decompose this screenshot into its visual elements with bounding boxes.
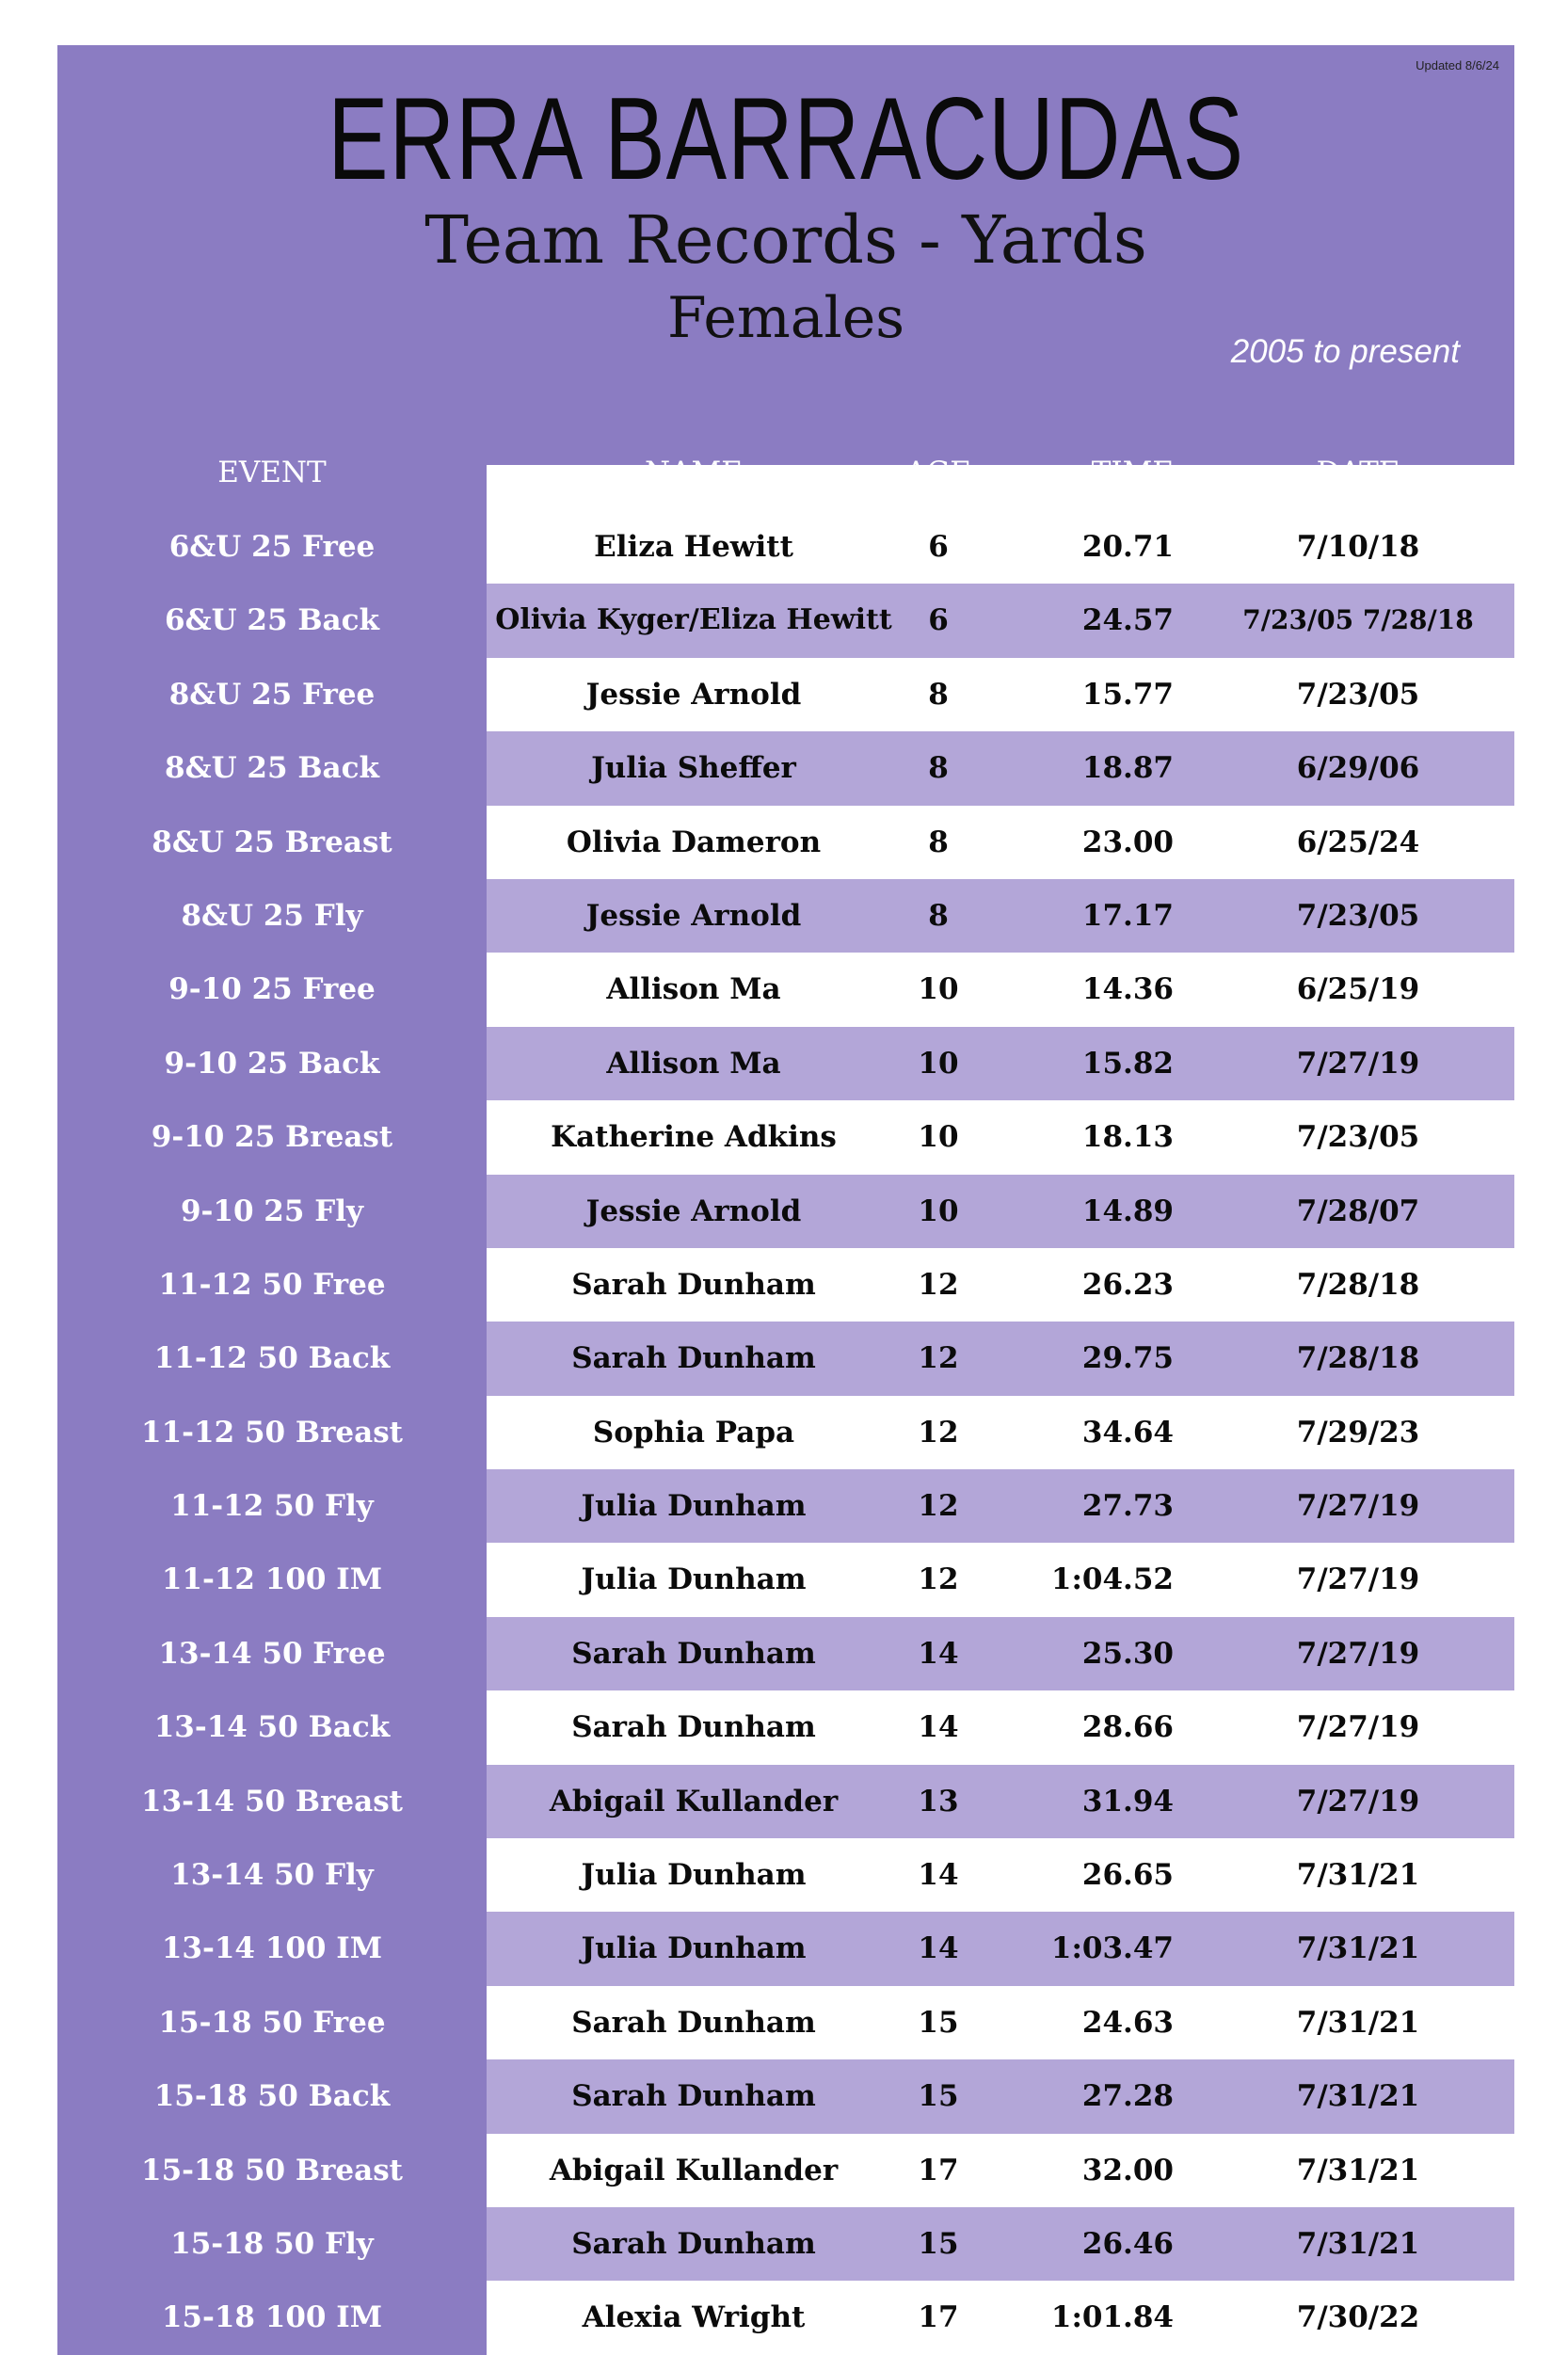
page-subtitle: Team Records - Yards	[424, 201, 1147, 279]
name-cell: Abigail Kullander	[549, 2153, 839, 2187]
name-cell: Eliza Hewitt	[594, 530, 793, 564]
table-row	[57, 658, 1514, 731]
name-cell: Jessie Arnold	[585, 677, 802, 712]
header-date: DATE	[1316, 456, 1400, 489]
date-range-note: 2005 to present	[1230, 333, 1460, 370]
name-cell: Sophia Papa	[592, 1415, 795, 1450]
table-row	[57, 2059, 1514, 2133]
date-cell: 7/23/05	[1296, 898, 1420, 933]
event-cell: 15-18 50 Breast	[57, 2134, 487, 2207]
event-cell: 13-14 50 Free	[57, 1617, 487, 1690]
header-name: NAME	[645, 456, 743, 489]
name-cell: Abigail Kullander	[549, 1784, 839, 1818]
time-cell: 17.17	[1081, 898, 1174, 933]
age-cell: 15	[918, 2079, 959, 2114]
name-cell: Olivia Dameron	[566, 825, 822, 859]
date-cell: 7/10/18	[1296, 530, 1420, 564]
name-cell: Alexia Wright	[582, 2300, 806, 2335]
updated-date: Updated 8/6/24	[1416, 58, 1499, 72]
table-row	[57, 879, 1514, 953]
date-cell: 7/29/23	[1296, 1415, 1420, 1450]
name-cell: Sarah Dunham	[571, 2005, 816, 2040]
age-cell: 15	[918, 2226, 959, 2261]
table-row	[57, 953, 1514, 1026]
date-cell: 7/30/22	[1296, 2300, 1420, 2335]
table-row	[57, 1986, 1514, 2059]
time-cell: 28.66	[1081, 1710, 1174, 1745]
date-cell: 7/27/19	[1296, 1710, 1420, 1745]
table-row	[57, 1027, 1514, 1100]
name-cell: Sarah Dunham	[571, 2226, 816, 2261]
table-row	[57, 806, 1514, 879]
table-row	[57, 1469, 1514, 1543]
event-cell: 9-10 25 Fly	[57, 1175, 487, 1248]
name-cell: Sarah Dunham	[571, 1267, 816, 1302]
time-cell: 24.57	[1081, 603, 1174, 638]
time-cell: 1:01.84	[1050, 2300, 1174, 2335]
name-cell: Jessie Arnold	[585, 898, 802, 933]
name-cell: Julia Dunham	[581, 1489, 807, 1524]
event-cell: 6&U 25 Free	[57, 510, 487, 584]
date-cell: 7/31/21	[1296, 2153, 1420, 2187]
age-cell: 14	[918, 1858, 959, 1893]
table-row	[57, 2207, 1514, 2281]
age-cell: 8	[928, 751, 949, 786]
event-cell: 9-10 25 Free	[57, 953, 487, 1026]
age-cell: 12	[918, 1489, 959, 1524]
date-cell: 6/29/06	[1296, 751, 1420, 786]
age-cell: 14	[918, 1931, 959, 1966]
date-cell: 7/31/21	[1296, 1858, 1420, 1893]
event-cell: 9-10 25 Back	[57, 1027, 487, 1100]
event-cell: 11-12 50 Free	[57, 1248, 487, 1322]
age-cell: 10	[918, 1194, 959, 1228]
time-cell: 24.63	[1081, 2005, 1174, 2040]
event-cell: 13-14 50 Fly	[57, 1838, 487, 1912]
time-cell: 27.28	[1081, 2079, 1174, 2114]
date-cell: 7/27/19	[1296, 1784, 1420, 1818]
table-row	[57, 1248, 1514, 1322]
table-row	[57, 1690, 1514, 1764]
name-cell: Katherine Adkins	[551, 1120, 837, 1155]
table-row	[57, 1396, 1514, 1469]
date-cell: 7/23/05	[1296, 677, 1420, 712]
records-table	[57, 510, 1514, 2355]
event-cell: 11-12 50 Back	[57, 1322, 487, 1395]
age-cell: 6	[928, 603, 949, 638]
table-row	[57, 731, 1514, 805]
date-cell: 7/28/18	[1296, 1267, 1420, 1302]
table-row	[57, 1175, 1514, 1248]
name-cell: Sarah Dunham	[571, 1341, 816, 1376]
name-cell: Julia Dunham	[581, 1931, 807, 1966]
event-cell: 15-18 50 Fly	[57, 2207, 487, 2281]
date-cell: 7/23/05	[1296, 1120, 1420, 1155]
table-row	[57, 2134, 1514, 2207]
event-cell: 13-14 50 Breast	[57, 1765, 487, 1838]
time-cell: 1:03.47	[1050, 1931, 1174, 1966]
name-cell: Julia Dunham	[581, 1858, 807, 1893]
age-cell: 17	[918, 2300, 959, 2335]
time-cell: 26.46	[1081, 2226, 1174, 2261]
date-cell: 7/31/21	[1296, 2226, 1420, 2261]
date-cell: 7/28/18	[1296, 1341, 1420, 1376]
event-cell: 11-12 50 Breast	[57, 1396, 487, 1469]
date-cell: 7/27/19	[1296, 1562, 1420, 1597]
event-cell: 13-14 50 Back	[57, 1690, 487, 1764]
event-cell: 15-18 50 Back	[57, 2059, 487, 2133]
name-cell: Julia Dunham	[581, 1562, 807, 1597]
age-cell: 17	[918, 2153, 959, 2187]
table-row	[57, 510, 1514, 584]
time-cell: 27.73	[1081, 1489, 1174, 1524]
header-time: TIME	[1091, 456, 1174, 489]
time-cell: 14.36	[1081, 972, 1174, 1007]
name-cell: Jessie Arnold	[585, 1194, 802, 1228]
time-cell: 26.23	[1081, 1267, 1174, 1302]
table-row	[57, 1100, 1514, 1174]
name-cell: Sarah Dunham	[571, 2079, 816, 2114]
age-cell: 12	[918, 1341, 959, 1376]
time-cell: 18.13	[1081, 1120, 1174, 1155]
table-row	[57, 1543, 1514, 1616]
time-cell: 32.00	[1081, 2153, 1174, 2187]
records-sheet	[57, 45, 1514, 2335]
date-cell: 7/31/21	[1296, 2079, 1420, 2114]
event-cell: 6&U 25 Back	[57, 584, 487, 657]
date-cell: 7/27/19	[1296, 1636, 1420, 1671]
name-cell: Julia Sheffer	[591, 751, 796, 786]
event-cell: 11-12 100 IM	[57, 1543, 487, 1616]
date-cell: 7/23/05 7/28/18	[1242, 604, 1474, 636]
table-row	[57, 1765, 1514, 1838]
table-row	[57, 1838, 1514, 1912]
column-headers	[57, 435, 1514, 510]
name-cell: Allison Ma	[606, 1046, 781, 1081]
age-cell: 10	[918, 972, 959, 1007]
age-cell: 10	[918, 1046, 959, 1081]
date-cell: 7/27/19	[1296, 1489, 1420, 1524]
event-cell: 8&U 25 Breast	[57, 806, 487, 879]
age-cell: 12	[918, 1267, 959, 1302]
age-cell: 8	[928, 677, 949, 712]
name-cell: Sarah Dunham	[571, 1636, 816, 1671]
page-title: ERRA BARRACUDAS	[328, 74, 1244, 204]
time-cell: 1:04.52	[1050, 1562, 1174, 1597]
age-cell: 14	[918, 1710, 959, 1745]
time-cell: 15.82	[1081, 1046, 1174, 1081]
age-cell: 6	[928, 530, 949, 564]
time-cell: 25.30	[1081, 1636, 1174, 1671]
time-cell: 23.00	[1081, 825, 1174, 859]
date-cell: 7/31/21	[1296, 1931, 1420, 1966]
age-cell: 8	[928, 825, 949, 859]
event-cell: 9-10 25 Breast	[57, 1100, 487, 1174]
event-cell: 11-12 50 Fly	[57, 1469, 487, 1543]
event-cell: 15-18 50 Free	[57, 1986, 487, 2059]
event-cell: 8&U 25 Back	[57, 731, 487, 805]
event-cell: 8&U 25 Fly	[57, 879, 487, 953]
age-cell: 13	[918, 1784, 959, 1818]
date-cell: 6/25/24	[1296, 825, 1420, 859]
time-cell: 34.64	[1081, 1415, 1174, 1450]
name-cell: Olivia Kyger/Eliza Hewitt	[495, 603, 892, 637]
table-row	[57, 584, 1514, 657]
date-cell: 7/31/21	[1296, 2005, 1420, 2040]
age-cell: 8	[928, 898, 949, 933]
event-cell: 13-14 100 IM	[57, 1912, 487, 1985]
age-cell: 10	[918, 1120, 959, 1155]
table-row	[57, 1617, 1514, 1690]
time-cell: 18.87	[1081, 751, 1174, 786]
time-cell: 20.71	[1081, 530, 1174, 564]
table-row	[57, 2281, 1514, 2354]
time-cell: 29.75	[1081, 1341, 1174, 1376]
name-cell: Sarah Dunham	[571, 1710, 816, 1745]
table-row	[57, 1912, 1514, 1985]
header-age: AGE	[905, 456, 971, 489]
age-cell: 12	[918, 1562, 959, 1597]
time-cell: 15.77	[1081, 677, 1174, 712]
event-cell: 15-18 100 IM	[57, 2281, 487, 2354]
event-cell: 8&U 25 Free	[57, 658, 487, 731]
date-cell: 6/25/19	[1296, 972, 1420, 1007]
date-cell: 7/28/07	[1296, 1194, 1420, 1228]
name-cell: Allison Ma	[606, 972, 781, 1007]
age-cell: 12	[918, 1415, 959, 1450]
time-cell: 14.89	[1081, 1194, 1174, 1228]
date-cell: 7/27/19	[1296, 1046, 1420, 1081]
gender-heading: Females	[666, 285, 904, 351]
table-row	[57, 1322, 1514, 1395]
age-cell: 14	[918, 1636, 959, 1671]
age-cell: 15	[918, 2005, 959, 2040]
header-event: EVENT	[217, 456, 327, 489]
time-cell: 31.94	[1081, 1784, 1174, 1818]
time-cell: 26.65	[1081, 1858, 1174, 1893]
